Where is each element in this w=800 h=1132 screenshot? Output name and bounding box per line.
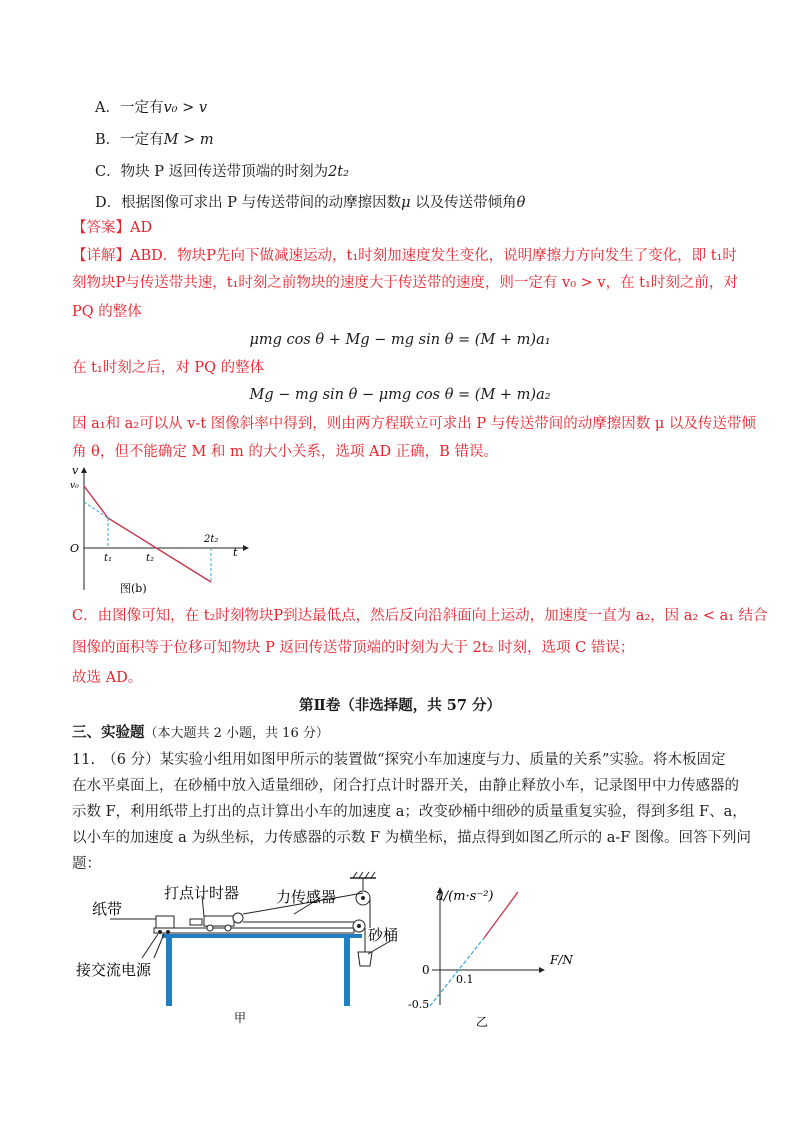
- table-top: [162, 934, 362, 938]
- detail-line-c2: 图像的面积等于位移可知物块 P 返回传送带顶端的时刻为大于 2t₂ 时刻，选项 C 错误；: [72, 640, 635, 656]
- detail-line-c3: 故选 AD。: [72, 670, 143, 686]
- option-b[interactable]: B．一定有M > m: [95, 132, 214, 148]
- vt-line-segment-1: [84, 486, 108, 518]
- cart-sensor: [190, 919, 202, 925]
- label-sensor: 力传感器: [276, 888, 337, 906]
- label-tape: 纸带: [92, 900, 123, 918]
- vt-t3-label: 2t₂: [204, 534, 219, 545]
- dot-timer: [156, 916, 174, 928]
- q11-line-4: 以小车的加速度 a 为纵坐标，力传感器的示数 F 为横坐标，描点得到如图乙所示的 a-F 图像。回答下列问: [72, 830, 751, 846]
- vt-caption: 图(b): [120, 582, 147, 595]
- vt-y-label: v: [72, 464, 79, 477]
- label-power: 接交流电源: [76, 961, 152, 979]
- af-x-tick: 0.1: [456, 973, 474, 986]
- af-y-intercept: -0.5: [408, 998, 430, 1011]
- section-3-heading: 三、实验题（本大题共 2 小题，共 16 分）: [72, 724, 329, 741]
- cart: [204, 916, 234, 926]
- sand-bucket: [358, 952, 372, 966]
- af-origin-label: 0: [422, 963, 430, 977]
- section-title: 第Ⅱ卷（非选择题，共 57 分）: [299, 697, 501, 714]
- vt-line-segment-2: [108, 518, 211, 582]
- ceiling-mount: [350, 872, 376, 905]
- af-y-label: a/(m·s⁻²): [436, 889, 494, 904]
- detail-line-3: PQ 的整体: [72, 304, 142, 320]
- q11-line-3: 示数 F，利用纸带上打出的点计算出小车的加速度 a；改变砂桶中细砂的质量重复实验，得到多组 F、a，: [72, 804, 747, 820]
- vt-dashed-tangent: [84, 502, 108, 518]
- q11-line-2: 在水平桌面上，在砂桶中放入适量细砂，闭合打点计时器开关，由静止释放小车，记录图甲中力传感器的: [72, 778, 739, 794]
- detail-line-4: 在 t₁时刻之后，对 PQ 的整体: [72, 360, 265, 376]
- caption-jia: 甲: [234, 1011, 247, 1025]
- table-leg-right: [344, 938, 350, 1006]
- af-x-label: F/N: [550, 953, 573, 967]
- label-bucket: 砂桶: [368, 926, 399, 944]
- table-leg-left: [166, 938, 172, 1006]
- detail-line-2: 刻物块P与传送带共速，t₁时刻之前物块的速度大于传送带的速度，则一定有 v₀ > v，在 t₁时刻之前，对: [72, 275, 738, 291]
- vt-t-label: t: [233, 546, 238, 559]
- wooden-board: [154, 928, 354, 933]
- equation-1: μmg cos θ + Mg − mg sin θ = (M + m)a₁: [249, 332, 551, 348]
- answer-label: 【答案】AD: [72, 220, 153, 236]
- vt-v0-label: v₀: [70, 481, 79, 491]
- equation-2: Mg − mg sin θ − μmg cos θ = (M + m)a₂: [249, 387, 551, 403]
- vt-graph: [68, 462, 258, 600]
- caption-yi: 乙: [476, 1015, 489, 1029]
- detail-line-5: 因 a₁和 a₂可以从 v-t 图像斜率中得到，则由两方程联立可求出 P 与传送带间的动摩擦因数 μ 以及传送带倾: [72, 416, 756, 432]
- detail-line-6: 角 θ，但不能确定 M 和 m 的大小关系，选项 AD 正确，B 错误。: [72, 444, 498, 460]
- q11-line-1: 11. （6 分）某实验小组用如图甲所示的装置做“探究小车加速度与力、质量的关系”实验。将木板固定: [72, 752, 726, 768]
- option-a[interactable]: A．一定有v₀ > v: [95, 100, 208, 116]
- af-dashed-segment: [430, 938, 484, 1006]
- vt-origin-label: O: [70, 542, 80, 555]
- vt-t2-label: t₂: [146, 553, 155, 564]
- vt-t1-label: t₁: [104, 553, 113, 564]
- detail-line-c1: C．由图像可知，在 t₂时刻物块P到达最低点，然后反向沿斜面向上运动，加速度一直为 a₂，因 a₂ < a₁ 结合: [72, 608, 768, 624]
- option-c[interactable]: C．物块 P 返回传送带顶端的时刻为2t₂: [95, 164, 349, 180]
- af-graph: [408, 880, 592, 1030]
- q11-line-5: 题：: [72, 856, 101, 872]
- detail-line-1: 【详解】ABD．物块P先向下做减速运动，t₁时刻加速度发生变化，说明摩擦力方向发生了变化，即 t₁时: [72, 248, 737, 264]
- option-d[interactable]: D．根据图像可求出 P 与传送带间的动摩擦因数μ 以及传送带倾角θ: [95, 195, 526, 211]
- label-timer: 打点计时器: [164, 884, 240, 902]
- apparatus-diagram: [72, 868, 412, 1028]
